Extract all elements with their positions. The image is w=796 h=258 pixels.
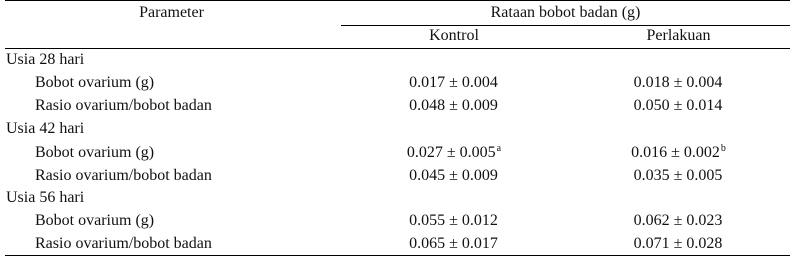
header-parameter: Parameter [139,4,204,21]
row-param: Rasio ovarium/bobot badan [35,167,212,184]
group-label: Usia 28 hari [6,51,85,68]
row-param: Bobot ovarium (g) [35,74,155,91]
table-bottom-rule [5,255,790,256]
header-group-title: Rataan bobot badan (g) [490,4,641,21]
row-kontrol-value: 0.027 ± 0.005$^a$ [406,143,502,161]
row-perlakuan-value: 0.018 ± 0.004 [633,74,723,91]
row-perlakuan-value: 0.035 ± 0.005 [633,167,723,184]
header-perlakuan: Perlakuan [646,27,711,44]
row-kontrol-value: 0.048 ± 0.009 [409,97,498,114]
row-perlakuan-value: 0.071 ± 0.028 [633,235,723,252]
row-param: Rasio ovarium/bobot badan [35,235,212,252]
group-label: Usia 56 hari [6,189,85,206]
data-table [5,0,790,258]
row-perlakuan-value: 0.016 ± 0.002$^b$ [631,143,726,161]
row-param: Bobot ovarium (g) [35,144,155,161]
row-perlakuan-value: 0.050 ± 0.014 [633,97,723,114]
header-kontrol: Kontrol [429,27,479,44]
row-kontrol-value: 0.055 ± 0.012 [409,212,498,229]
row-kontrol-value: 0.045 ± 0.009 [409,167,498,184]
table-top-rule [5,0,790,1]
row-perlakuan-value: 0.062 ± 0.023 [633,212,723,229]
row-param: Rasio ovarium/bobot badan [35,97,212,114]
group-label: Usia 42 hari [6,120,85,137]
row-kontrol-value: 0.017 ± 0.004 [409,74,498,91]
row-kontrol-value: 0.065 ± 0.017 [409,235,498,252]
header-bottom-rule [5,48,790,49]
row-param: Bobot ovarium (g) [35,212,155,229]
